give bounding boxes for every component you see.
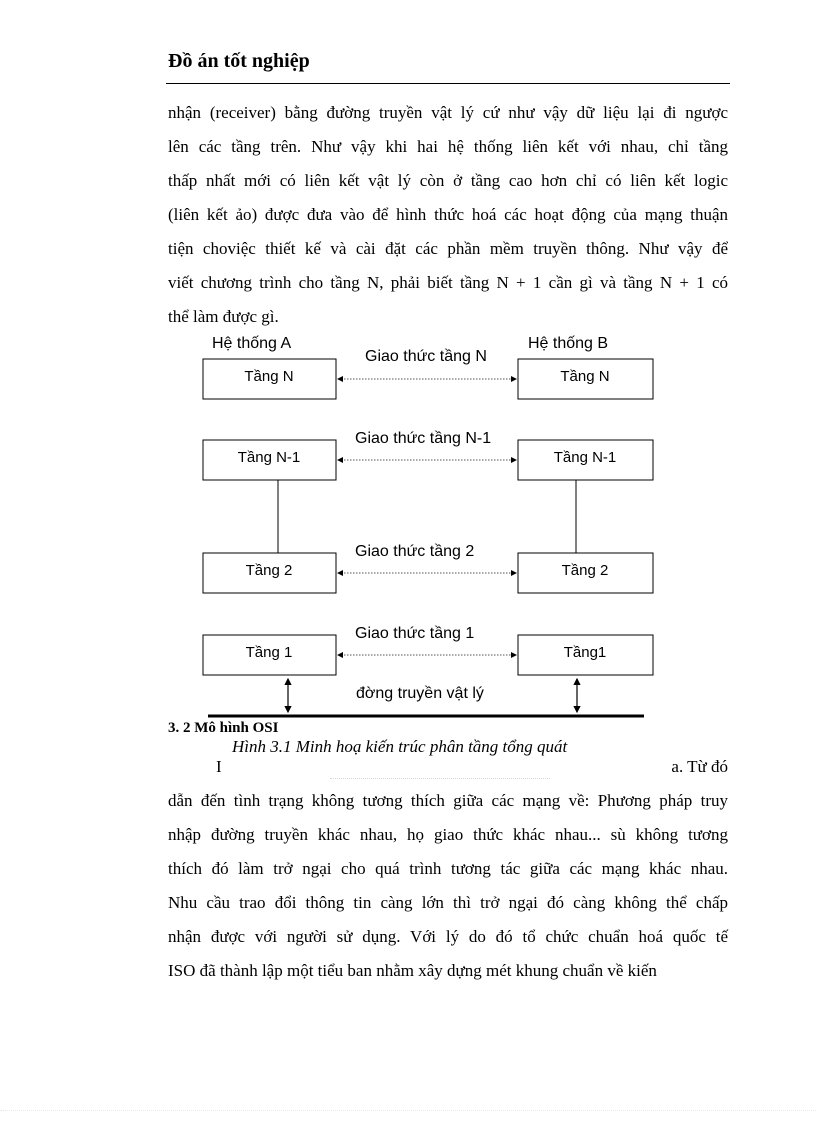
- paragraph-line: Nhu cầu trao đổi thông tin càng lớn thì trở ngại đó càng không thể chấp: [168, 893, 728, 912]
- layer-label-left: Tầng 1: [245, 644, 293, 661]
- layer-box-left: [203, 359, 336, 399]
- overlap-fragment-right: a. Từ đó: [671, 757, 728, 776]
- system-a-label: Hệ thống A: [212, 335, 292, 352]
- protocol-label: Giao thức tầng N: [365, 348, 487, 365]
- layer-box-left: [203, 440, 336, 480]
- protocol-label: Giao thức tầng N-1: [355, 430, 492, 447]
- layer-box-right: [518, 635, 653, 675]
- layer-label-right: Tầng N-1: [553, 449, 617, 466]
- protocol-label: Giao thức tầng 1: [355, 625, 475, 642]
- layer-box-left: [203, 553, 336, 593]
- paragraph-top: [168, 96, 728, 334]
- paragraph-bottom: [168, 784, 728, 988]
- header-divider: [166, 83, 730, 84]
- layer-box-right: [518, 359, 653, 399]
- paragraph-line: thể làm được gì.: [168, 307, 279, 326]
- paragraph-line: ISO đã thành lập một tiểu ban nhằm xây dựng mét khung chuẩn về kiến: [168, 961, 657, 980]
- system-b-label: Hệ thống B: [528, 335, 609, 352]
- paragraph-line: nhận được với người sử dụng. Với lý do đó tổ chức chuẩn hoá quốc tế: [168, 927, 728, 946]
- paragraph-line: viết chương trình cho tầng N, phải biết tầng N + 1 cần gì và tầng N + 1 có: [168, 273, 728, 292]
- paragraph-line: (liên kết ảo) được đưa vào để hình thức hoá các hoạt động của mạng thuận: [168, 205, 728, 224]
- paragraph-line: lên các tầng trên. Như vậy khi hai hệ thống liên kết với nhau, chỉ tầng: [168, 137, 728, 156]
- layer-label-right: Tầng N: [560, 368, 610, 385]
- overlap-fragment-left: I: [216, 757, 222, 776]
- protocol-label: Giao thức tầng 2: [355, 543, 475, 560]
- section-heading: 3. 2 Mô hình OSI: [168, 720, 279, 735]
- layer-label-left: Tầng N: [244, 368, 294, 385]
- layer-label-right: Tầng 2: [561, 562, 609, 579]
- page-header-title: Đồ án tốt nghiệp: [168, 50, 310, 72]
- layer-box-right: [518, 553, 653, 593]
- layer-box-right: [518, 440, 653, 480]
- paragraph-line: thích đó làm trở ngại cho quá trình tương tác giữa các mạng khác nhau.: [168, 859, 728, 878]
- scan-noise: [330, 770, 550, 779]
- physical-medium-label: đờng truyền vật lý: [356, 685, 484, 702]
- paragraph-line: tiện choviệc thiết kế và cài đặt các phần mềm truyền thông. Như vậy để: [168, 239, 728, 258]
- layer-box-left: [203, 635, 336, 675]
- paragraph-line: dẫn đến tình trạng không tương thích giữa các mạng về: Phương pháp truy: [168, 791, 728, 810]
- layer-label-left: Tầng 2: [245, 562, 293, 579]
- layer-label-right: Tầng1: [563, 644, 607, 661]
- paragraph-line: thấp nhất mới có liên kết vật lý còn ở tầng cao hơn chỉ có liên kết logic: [168, 171, 728, 190]
- layer-label-left: Tầng N-1: [237, 449, 301, 466]
- page-bottom-border: [0, 1110, 816, 1112]
- paragraph-line: nhập đường truyền khác nhau, họ giao thức khác nhau... sù không tương: [168, 825, 728, 844]
- paragraph-line: nhận (receiver) bằng đường truyền vật lý cứ như vậy dữ liệu lại đi ngược: [168, 103, 728, 122]
- figure-caption: Hình 3.1 Minh hoạ kiến trúc phân tầng tổng quát: [232, 737, 568, 756]
